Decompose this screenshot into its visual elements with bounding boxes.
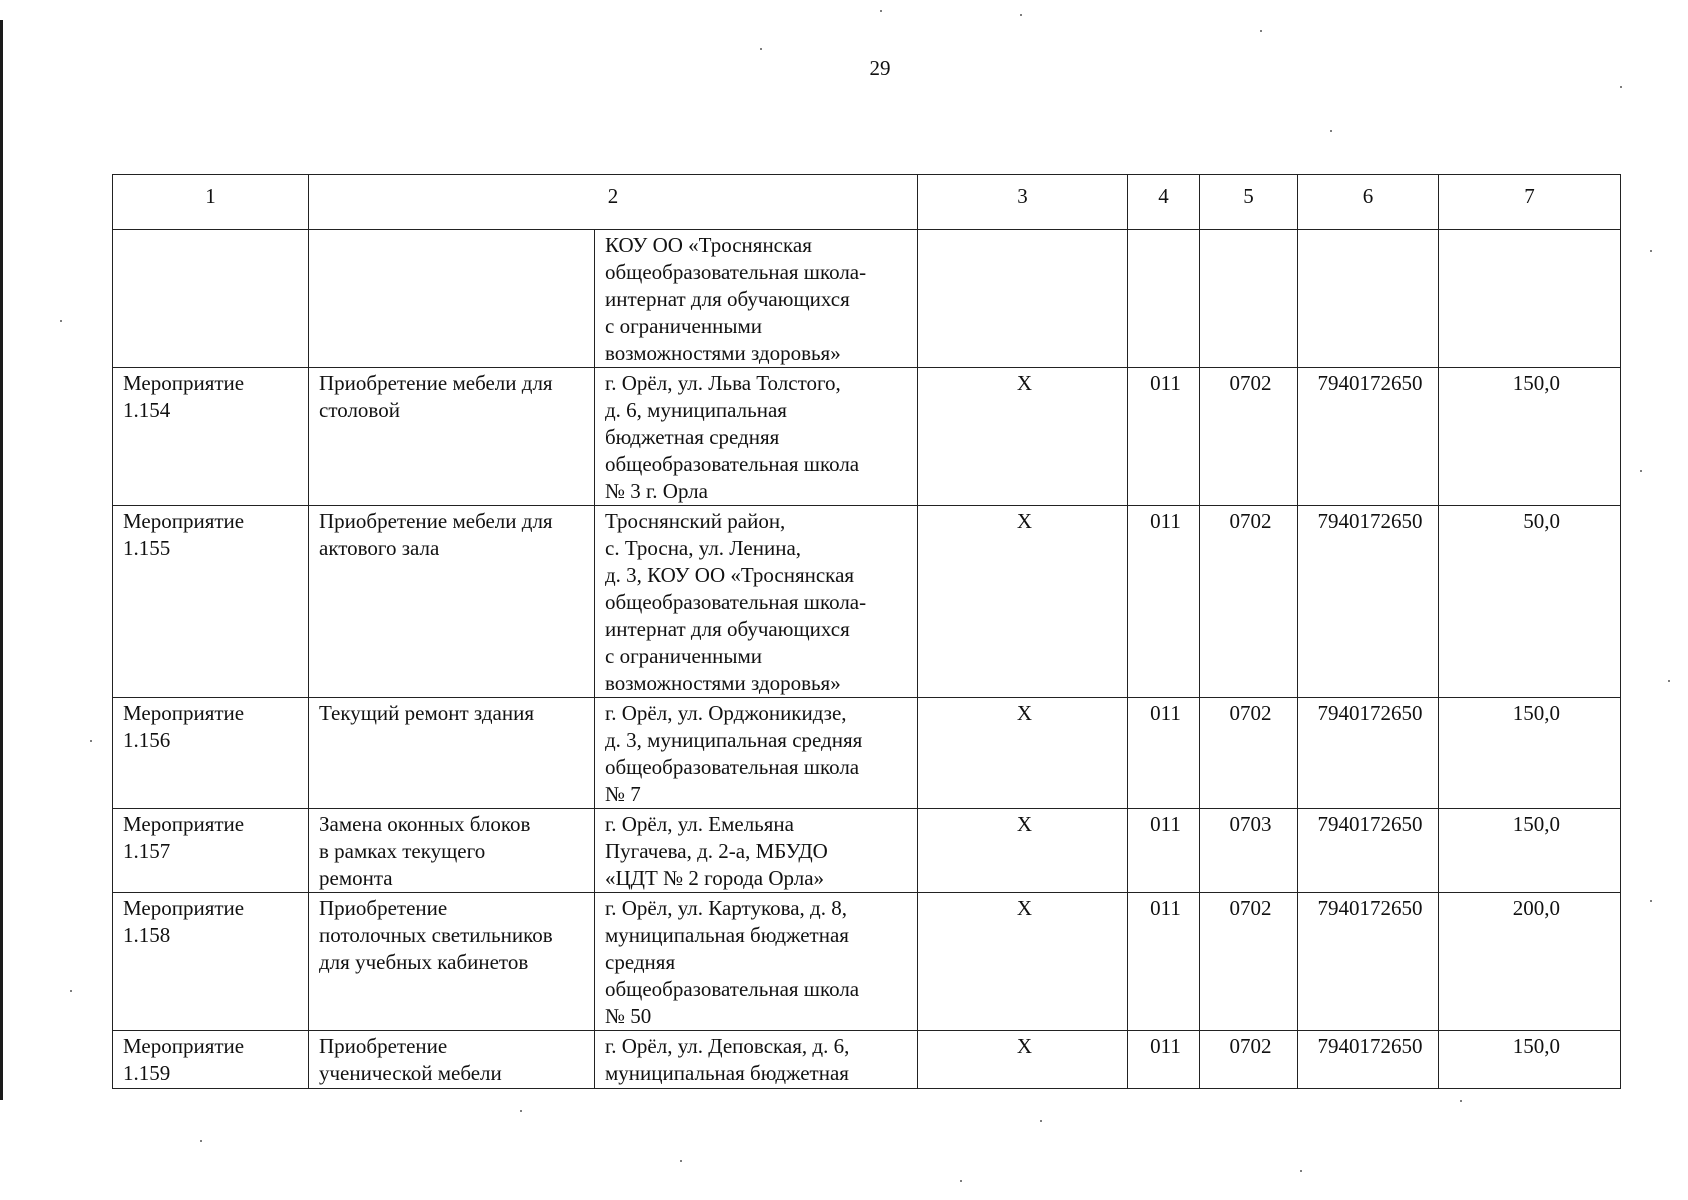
- section-cell: 0702: [1200, 368, 1298, 506]
- target-article-cell: 7940172650: [1298, 698, 1439, 809]
- code-cell: 011: [1128, 698, 1200, 809]
- header-cell-5: 5: [1200, 175, 1298, 230]
- amount-cell: [1439, 230, 1621, 368]
- mark-cell: Х: [918, 1031, 1128, 1089]
- description-cell: Приобретение мебели для актового зала: [309, 506, 595, 698]
- amount-cell: 150,0: [1439, 809, 1621, 893]
- section-cell: 0703: [1200, 809, 1298, 893]
- table-row: [113, 698, 1621, 809]
- code-cell: 011: [1128, 368, 1200, 506]
- target-article-cell: 7940172650: [1298, 506, 1439, 698]
- target-article-cell: 7940172650: [1298, 368, 1439, 506]
- measure-cell: Мероприятие 1.154: [113, 368, 309, 506]
- mark-cell: Х: [918, 368, 1128, 506]
- code-cell: 011: [1128, 809, 1200, 893]
- measure-cell: [113, 230, 309, 368]
- header-cell-6: 6: [1298, 175, 1439, 230]
- address-cell: г. Орёл, ул. Льва Толстого, д. 6, муниципальная бюджетная средняя общеобразовательная школа № 3 г. Орла: [595, 368, 918, 506]
- section-cell: 0702: [1200, 506, 1298, 698]
- header-cell-3: 3: [918, 175, 1128, 230]
- target-article-cell: 7940172650: [1298, 893, 1439, 1031]
- address-cell: Троснянский район, с. Тросна, ул. Ленина, д. 3, КОУ ОО «Троснянская общеобразовательная школа- интернат для обучающихся с ограниченными возможностями здоровья»: [595, 506, 918, 698]
- table-row: [113, 368, 1621, 506]
- mark-cell: Х: [918, 809, 1128, 893]
- header-cell-4: 4: [1128, 175, 1200, 230]
- section-cell: 0702: [1200, 893, 1298, 1031]
- description-cell: Приобретение ученической мебели: [309, 1031, 595, 1089]
- measure-cell: Мероприятие 1.159: [113, 1031, 309, 1089]
- table-row: [113, 506, 1621, 698]
- header-cell-1: 1: [113, 175, 309, 230]
- budget-measures-table: [112, 174, 1621, 1089]
- scan-edge-line: [0, 20, 3, 1100]
- code-cell: [1128, 230, 1200, 368]
- address-cell: г. Орёл, ул. Деповская, д. 6, муниципальная бюджетная: [595, 1031, 918, 1089]
- address-cell: г. Орёл, ул. Орджоникидзе, д. 3, муниципальная средняя общеобразовательная школа № 7: [595, 698, 918, 809]
- code-cell: 011: [1128, 1031, 1200, 1089]
- table-row: [113, 893, 1621, 1031]
- measure-cell: Мероприятие 1.156: [113, 698, 309, 809]
- page-number: 29: [869, 56, 891, 80]
- address-cell: г. Орёл, ул. Емельяна Пугачева, д. 2-а, МБУДО «ЦДТ № 2 города Орла»: [595, 809, 918, 893]
- mark-cell: Х: [918, 893, 1128, 1031]
- description-cell: [309, 230, 595, 368]
- target-article-cell: 7940172650: [1298, 809, 1439, 893]
- table-row: [113, 1031, 1621, 1089]
- measure-cell: Мероприятие 1.158: [113, 893, 309, 1031]
- table-row: [113, 809, 1621, 893]
- section-cell: 0702: [1200, 1031, 1298, 1089]
- amount-cell: 150,0: [1439, 368, 1621, 506]
- address-cell: КОУ ОО «Троснянская общеобразовательная школа- интернат для обучающихся с ограниченными возможностями здоровья»: [595, 230, 918, 368]
- amount-cell: 50,0: [1439, 506, 1621, 698]
- target-article-cell: 7940172650: [1298, 1031, 1439, 1089]
- header-cell-2: 2: [309, 175, 918, 230]
- code-cell: 011: [1128, 506, 1200, 698]
- description-cell: Текущий ремонт здания: [309, 698, 595, 809]
- measure-cell: Мероприятие 1.157: [113, 809, 309, 893]
- section-cell: [1200, 230, 1298, 368]
- table-row: [113, 230, 1621, 368]
- amount-cell: 150,0: [1439, 1031, 1621, 1089]
- code-cell: 011: [1128, 893, 1200, 1031]
- description-cell: Приобретение мебели для столовой: [309, 368, 595, 506]
- mark-cell: Х: [918, 506, 1128, 698]
- section-cell: 0702: [1200, 698, 1298, 809]
- address-cell: г. Орёл, ул. Картукова, д. 8, муниципальная бюджетная средняя общеобразовательная школа № 50: [595, 893, 918, 1031]
- target-article-cell: [1298, 230, 1439, 368]
- header-cell-7: 7: [1439, 175, 1621, 230]
- description-cell: Замена оконных блоков в рамках текущего ремонта: [309, 809, 595, 893]
- mark-cell: Х: [918, 698, 1128, 809]
- description-cell: Приобретение потолочных светильников для учебных кабинетов: [309, 893, 595, 1031]
- amount-cell: 150,0: [1439, 698, 1621, 809]
- amount-cell: 200,0: [1439, 893, 1621, 1031]
- header-row: [113, 175, 1621, 230]
- mark-cell: [918, 230, 1128, 368]
- measure-cell: Мероприятие 1.155: [113, 506, 309, 698]
